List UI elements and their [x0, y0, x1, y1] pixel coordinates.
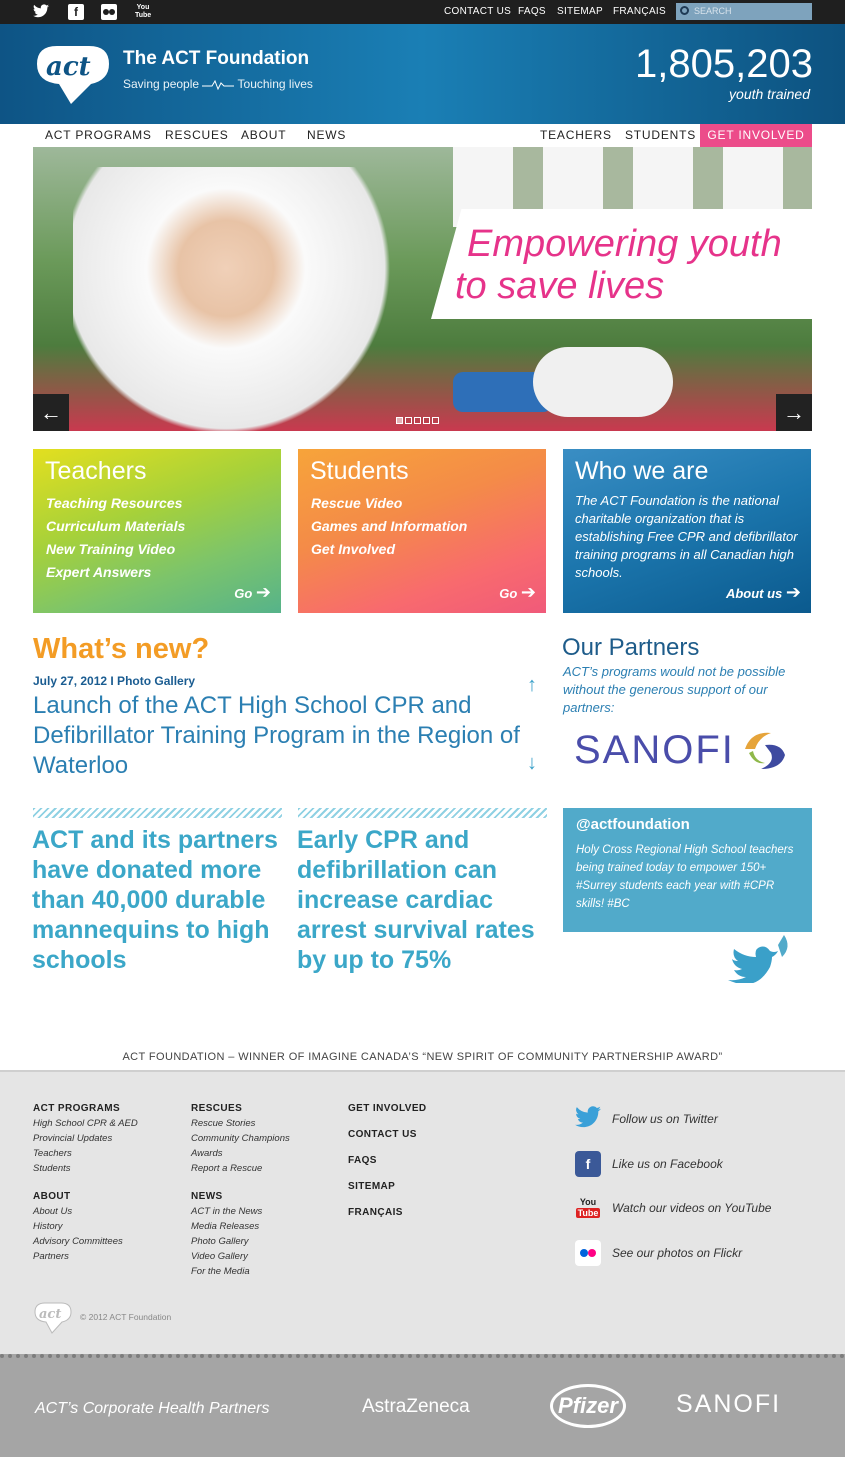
- facebook-icon: f: [575, 1151, 601, 1177]
- footer-heading-about[interactable]: ABOUT: [33, 1191, 71, 1202]
- footer-col-misc: [348, 1103, 427, 1220]
- footer-link-faqs[interactable]: FAQS: [348, 1155, 377, 1166]
- footer-link[interactable]: Rescue Stories: [191, 1118, 256, 1129]
- news-up-arrow-icon[interactable]: ↑: [527, 674, 537, 696]
- students-go-button[interactable]: [499, 582, 536, 603]
- arrow-right-icon: ➔: [785, 582, 801, 602]
- footer-flickr-label: See our photos on Flickr: [612, 1246, 743, 1260]
- hero-carousel: [33, 147, 812, 431]
- footer-link[interactable]: High School CPR & AED: [33, 1118, 138, 1129]
- search-input[interactable]: [676, 3, 812, 20]
- fact-mannequins: ACT and its partners have donated more than 40,000 durable mannequins to high schools: [32, 826, 278, 974]
- news-down-arrow-icon[interactable]: ↓: [527, 752, 537, 774]
- teachers-tile[interactable]: [33, 449, 281, 613]
- footer-link[interactable]: Partners: [33, 1251, 69, 1262]
- fact-stripe: [33, 808, 282, 818]
- students-link-games[interactable]: Games and Information: [311, 518, 468, 534]
- arrow-right-icon: ➔: [255, 582, 271, 602]
- nav-rescues[interactable]: RESCUES: [165, 128, 229, 142]
- footer-link[interactable]: Community Champions: [191, 1133, 290, 1144]
- act-logo[interactable]: [33, 44, 111, 104]
- footer-link[interactable]: About Us: [33, 1206, 73, 1217]
- brand-title: The ACT Foundation: [123, 48, 310, 69]
- partners-body: ACT’s programs would not be possible without the generous support of our partners:: [563, 664, 786, 715]
- nav-about[interactable]: ABOUT: [241, 128, 287, 142]
- footer-heading-news[interactable]: NEWS: [191, 1191, 223, 1202]
- search-placeholder: SEARCH: [694, 6, 732, 16]
- footer-link[interactable]: Teachers: [33, 1148, 72, 1159]
- news-date[interactable]: July 27, 2012 I Photo Gallery: [33, 674, 196, 688]
- brand-tagline: [123, 77, 313, 91]
- search-icon: [680, 6, 689, 15]
- carousel-dot[interactable]: [405, 417, 412, 424]
- fact-stripe: [298, 808, 547, 818]
- tagline-right: Touching lives: [237, 77, 313, 91]
- site-header: [0, 24, 845, 124]
- twitter-feed[interactable]: [563, 808, 812, 932]
- who-tile-body: The ACT Foundation is the national charitable organization that is establishing Free CPR and defibrillator training programs in all Canadian high schools.: [575, 493, 798, 580]
- footer-twitter-label: Follow us on Twitter: [612, 1112, 718, 1126]
- carousel-dots: [396, 411, 441, 429]
- counter-label: youth trained: [729, 86, 810, 102]
- footer-link-sitemap[interactable]: SITEMAP: [348, 1181, 396, 1192]
- whats-new-heading: What’s new?: [33, 633, 210, 665]
- twitter-icon[interactable]: [33, 4, 49, 20]
- students-link-rescue-video[interactable]: Rescue Video: [311, 495, 403, 511]
- students-tile[interactable]: [298, 449, 546, 613]
- teachers-link-resources[interactable]: Teaching Resources: [46, 495, 183, 511]
- carousel-dot[interactable]: [396, 417, 403, 424]
- hero-mannequin: [533, 347, 673, 417]
- astrazeneca-logo[interactable]: AstraZeneca: [362, 1396, 470, 1417]
- carousel-dot[interactable]: [414, 417, 421, 424]
- footer-heading-programs[interactable]: ACT PROGRAMS: [33, 1103, 121, 1114]
- footer-link[interactable]: ACT in the News: [191, 1206, 263, 1217]
- flickr-icon: [575, 1240, 601, 1266]
- sanofi-mark-icon: [741, 727, 788, 772]
- footer-link-contact[interactable]: CONTACT US: [348, 1129, 417, 1140]
- teachers-go-button[interactable]: [234, 582, 271, 603]
- partners-heading: Our Partners: [562, 634, 700, 661]
- youtube-icon[interactable]: You Tube: [135, 4, 152, 19]
- sanofi-logo[interactable]: SANOFI: [574, 728, 735, 772]
- who-tile-title: Who we are: [575, 457, 709, 485]
- twitter-bird-icon: [726, 935, 796, 983]
- go-label: Go: [234, 586, 253, 601]
- footer-link[interactable]: Report a Rescue: [191, 1163, 263, 1174]
- youth-trained-counter: 1,805,203: [635, 42, 813, 86]
- twitter-icon: [575, 1106, 601, 1132]
- hero-photo-girl: [73, 167, 413, 431]
- nav-students[interactable]: STUDENTS: [625, 128, 697, 142]
- logo-text: act: [46, 52, 91, 82]
- footer-link[interactable]: Awards: [191, 1148, 223, 1159]
- footer-youtube-label: Watch our videos on YouTube: [612, 1201, 772, 1215]
- footer-act-logo[interactable]: [33, 1302, 73, 1334]
- francais-link[interactable]: FRANÇAIS: [613, 6, 666, 17]
- svg-text:act: act: [39, 1307, 62, 1322]
- get-involved-button[interactable]: GET INVOLVED: [700, 124, 812, 147]
- faqs-link[interactable]: FAQS: [518, 6, 546, 17]
- nav-teachers[interactable]: TEACHERS: [540, 128, 612, 142]
- footer-link-get-involved[interactable]: GET INVOLVED: [348, 1103, 427, 1114]
- carousel-dot[interactable]: [423, 417, 430, 424]
- facebook-icon[interactable]: f: [68, 4, 84, 20]
- footer-facebook-label: Like us on Facebook: [612, 1157, 723, 1171]
- tweet-text: Holy Cross Regional High School teachers being trained today to empower 150+ #Surrey students each year with #CPR skills! #BC: [576, 844, 794, 910]
- teachers-tile-title: Teachers: [45, 457, 147, 485]
- contact-us-link[interactable]: CONTACT US: [444, 6, 512, 17]
- footer-link[interactable]: Provincial Updates: [33, 1133, 113, 1144]
- about-us-label: About us: [725, 586, 783, 601]
- top-bar: [0, 0, 845, 24]
- who-we-are-tile[interactable]: [563, 449, 811, 613]
- footer-col-rescues: [191, 1103, 290, 1279]
- youtube-icon: You Tube: [577, 1197, 599, 1218]
- heartbeat-icon: [202, 80, 234, 90]
- tagline-left: Saving people: [123, 77, 200, 91]
- about-us-button[interactable]: [726, 582, 801, 603]
- footer-link-francais[interactable]: FRANÇAIS: [348, 1207, 403, 1218]
- footer-heading-rescues[interactable]: RESCUES: [191, 1103, 243, 1114]
- teachers-link-video[interactable]: New Training Video: [46, 541, 176, 557]
- sitemap-link[interactable]: SITEMAP: [557, 6, 603, 17]
- teachers-link-answers[interactable]: Expert Answers: [46, 564, 152, 580]
- footer-link[interactable]: Advisory Committees: [33, 1236, 123, 1247]
- twitter-handle[interactable]: @actfoundation: [576, 816, 690, 833]
- footer-link[interactable]: For the Media: [191, 1266, 250, 1277]
- corporate-partners-bar: [0, 1354, 845, 1457]
- footer-link[interactable]: Video Gallery: [191, 1251, 248, 1262]
- nav-news[interactable]: NEWS: [307, 128, 347, 142]
- arrow-right-icon: ➔: [520, 582, 536, 602]
- footer-link[interactable]: History: [33, 1221, 63, 1232]
- pfizer-logo[interactable]: Pfizer: [550, 1384, 626, 1428]
- students-tile-title: Students: [310, 457, 409, 485]
- carousel-next-button[interactable]: →: [776, 394, 812, 431]
- carousel-prev-button[interactable]: ←: [33, 394, 69, 431]
- fact-survival: Early CPR and defibrillation can increase cardiac arrest survival rates by up to 75%: [297, 826, 535, 974]
- carousel-dot[interactable]: [432, 417, 439, 424]
- students-link-get-involved[interactable]: Get Involved: [311, 541, 396, 557]
- teachers-link-curriculum[interactable]: Curriculum Materials: [46, 518, 186, 534]
- hero-headline-2: to save lives: [455, 265, 665, 307]
- corporate-partners-label: ACT’s Corporate Health Partners: [35, 1400, 270, 1417]
- copyright: © 2012 ACT Foundation: [80, 1312, 172, 1322]
- footer-link[interactable]: Photo Gallery: [191, 1236, 249, 1247]
- footer-col-programs: [33, 1103, 138, 1264]
- go-label: Go: [499, 586, 518, 601]
- news-headline[interactable]: Launch of the ACT High School CPR and Defibrillator Training Program in the Region of Waterloo: [33, 692, 520, 779]
- footer-link[interactable]: Students: [33, 1163, 71, 1174]
- sanofi-footer-logo[interactable]: SANOFI: [676, 1390, 782, 1418]
- flickr-icon[interactable]: [101, 4, 117, 20]
- hero-headline-1: Empowering youth: [467, 223, 782, 265]
- nav-act-programs[interactable]: ACT PROGRAMS: [45, 128, 152, 142]
- hero-headline: [455, 223, 782, 307]
- award-banner: ACT FOUNDATION – WINNER OF IMAGINE CANADA’S “NEW SPIRIT OF COMMUNITY PARTNERSHIP AWARD”: [122, 1051, 723, 1063]
- footer-link[interactable]: Media Releases: [191, 1221, 260, 1232]
